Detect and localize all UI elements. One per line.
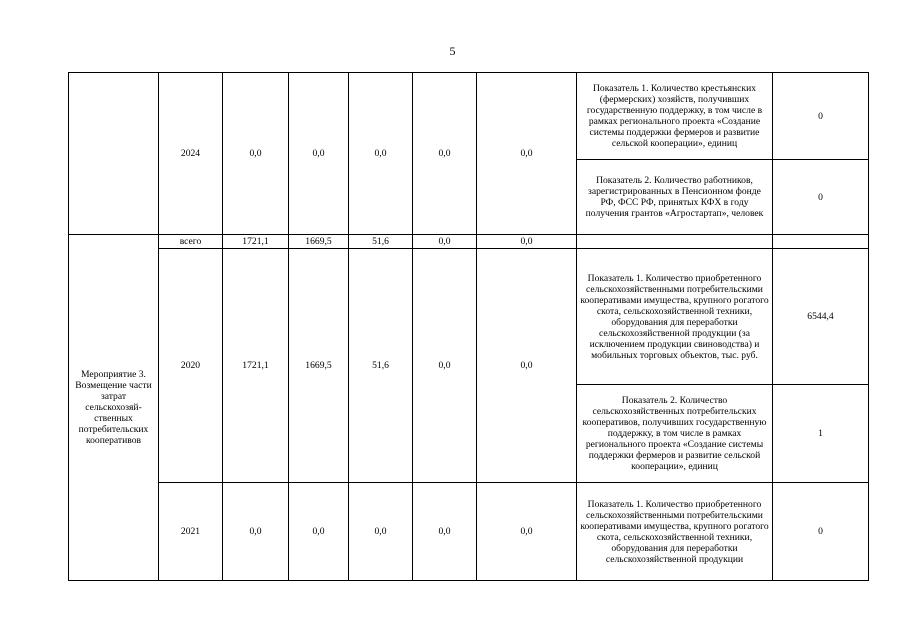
- indicator-value: 6544,4: [773, 249, 869, 385]
- funding-cell: 0,0: [349, 73, 413, 235]
- year-cell: 2021: [159, 483, 223, 581]
- funding-cell: 0,0: [289, 483, 349, 581]
- funding-cell: 0,0: [477, 249, 577, 483]
- indicator-value: [773, 235, 869, 249]
- page-number: 5: [449, 44, 456, 58]
- funding-cell: 0,0: [349, 483, 413, 581]
- funding-cell: 0,0: [413, 249, 477, 483]
- funding-cell: 0,0: [413, 483, 477, 581]
- indicator-value: 0: [773, 160, 869, 235]
- indicator-value: 0: [773, 73, 869, 160]
- table-row: [69, 249, 869, 385]
- indicator-text: Показатель 2. Количество сельскохозяйственных потребительских кооперативов, получивших государственную поддержку, в том числе в рамках регионального проекта «Создание системы поддержки фермеров и развитие сельской кооперации», единиц: [577, 385, 773, 483]
- measure-cell: Мероприятие 3. Возмещение части затрат сельскохозяй-ственных потребительских кооперативов: [69, 235, 159, 581]
- total-funding-cell: 1721,1: [223, 235, 289, 249]
- funding-cell: 1669,5: [289, 249, 349, 483]
- program-table: [68, 72, 869, 581]
- total-funding-cell: 0,0: [223, 483, 289, 581]
- indicator-text: Показатель 2. Количество работников, зарегистрированных в Пенсионном фонде РФ, ФСС РФ, принятых КФХ в году получения грантов «Агростартап», человек: [577, 160, 773, 235]
- indicator-value: 1: [773, 385, 869, 483]
- funding-cell: 51,6: [349, 249, 413, 483]
- funding-cell: 0,0: [477, 73, 577, 235]
- funding-cell: 51,6: [349, 235, 413, 249]
- table-row: [69, 73, 869, 160]
- table-row: [69, 483, 869, 581]
- year-cell: 2024: [159, 73, 223, 235]
- indicator-text: [577, 235, 773, 249]
- funding-cell: 0,0: [413, 73, 477, 235]
- funding-cell: 1669,5: [289, 235, 349, 249]
- total-funding-cell: 1721,1: [223, 249, 289, 483]
- indicator-value: 0: [773, 483, 869, 581]
- indicator-text: Показатель 1. Количество приобретенного сельскохозяйственными потребительскими кооперативами имущества, крупного рогатого скота, сельскохозяйственной техники, оборудования для переработки сельскохозяйственной продукции: [577, 483, 773, 581]
- measure-cell: [69, 73, 159, 235]
- funding-cell: 0,0: [413, 235, 477, 249]
- funding-cell: 0,0: [477, 235, 577, 249]
- indicator-text: Показатель 1. Количество крестьянских (фермерских) хозяйств, получивших государственную поддержку, в том числе в рамках регионального проекта «Создание системы поддержки фермеров и развитие сельской кооперации», единиц: [577, 73, 773, 160]
- indicator-text: Показатель 1. Количество приобретенного сельскохозяйственными потребительскими кооперативами имущества, крупного рогатого скота, сельскохозяйственной техники, оборудования для переработки сельскохозяйственной продукции (за исключением продукции свиноводства) и мобильных торговых объектов, тыс. руб.: [577, 249, 773, 385]
- funding-cell: 0,0: [477, 483, 577, 581]
- total-label: всего: [159, 235, 223, 249]
- funding-cell: 0,0: [289, 73, 349, 235]
- total-funding-cell: 0,0: [223, 73, 289, 235]
- table-row: [69, 235, 869, 249]
- year-cell: 2020: [159, 249, 223, 483]
